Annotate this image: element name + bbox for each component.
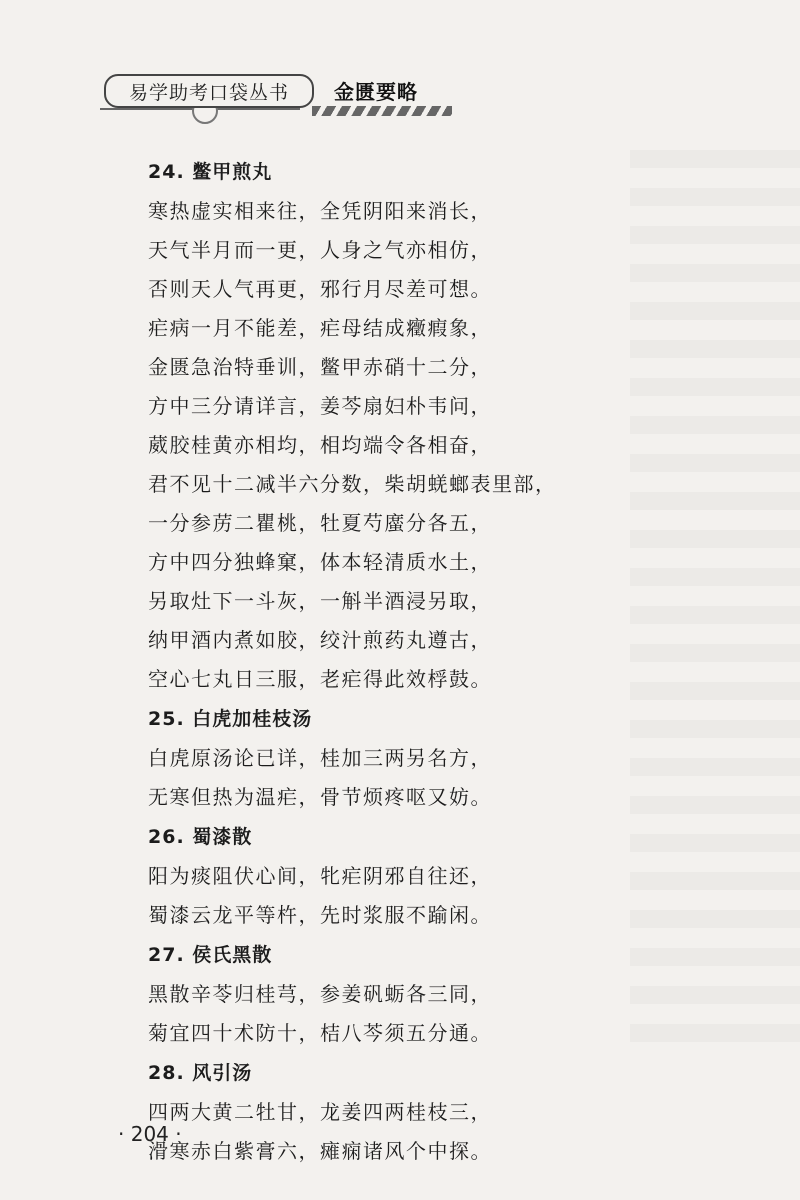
verse-line: 空心七丸日三服，老疟得此效桴鼓。 bbox=[148, 667, 492, 691]
page-header bbox=[100, 68, 480, 120]
page-content bbox=[148, 152, 748, 1171]
verse-line: 纳甲酒内煮如胶，绞汁煎药丸遵古， bbox=[148, 628, 492, 652]
verse-line: 菊宜四十术防十，桔八芩须五分通。 bbox=[148, 1021, 492, 1045]
verse-line: 否则天人气再更，邪行月尽差可想。 bbox=[148, 277, 492, 301]
verse-line: 寒热虚实相来往，全凭阴阳来消长， bbox=[148, 199, 492, 223]
book-title: 金匮要略 bbox=[334, 80, 418, 104]
section-title: 27. 侯氏黑散 bbox=[148, 944, 273, 966]
verse-line: 疟病一月不能差，疟母结成癥瘕象， bbox=[148, 316, 492, 340]
section-title: 26. 蜀漆散 bbox=[148, 826, 253, 848]
verse-line: 天气半月而一更，人身之气亦相仿， bbox=[148, 238, 492, 262]
verse-line: 方中三分请详言，姜芩扇妇朴韦问， bbox=[148, 394, 492, 418]
verse-line: 滑寒赤白紫膏六，瘫痫诸风个中探。 bbox=[148, 1139, 492, 1163]
verse-line: 无寒但热为温疟，骨节烦疼呕又妨。 bbox=[148, 785, 492, 809]
section-title: 24. 鳖甲煎丸 bbox=[148, 161, 273, 183]
verse-line: 金匮急治特垂训，鳖甲赤硝十二分， bbox=[148, 355, 492, 379]
verse-line: 君不见十二减半六分数，柴胡蜣螂表里部， bbox=[148, 472, 557, 496]
series-label: 易学助考口袋丛书 bbox=[104, 74, 314, 108]
verse-line: 一分参苈二瞿桃，牡夏芍䗪分各五， bbox=[148, 511, 492, 535]
verse-line: 蜀漆云龙平等杵，先时浆服不踰闲。 bbox=[148, 903, 492, 927]
verse-line: 阳为痰阻伏心间，牝疟阴邪自往还， bbox=[148, 864, 492, 888]
section-title: 28. 风引汤 bbox=[148, 1062, 253, 1084]
verse-line: 葳胶桂黄亦相均，相均端令各相奋， bbox=[148, 433, 492, 457]
stripe-ornament bbox=[312, 106, 452, 116]
section-title: 25. 白虎加桂枝汤 bbox=[148, 708, 313, 730]
verse-line: 白虎原汤论已详，桂加三两另名方， bbox=[148, 746, 492, 770]
page-number: · 204 · bbox=[118, 1122, 182, 1146]
verse-line: 方中四分独蜂窠，体本轻清质水土， bbox=[148, 550, 492, 574]
verse-line: 四两大黄二牡甘，龙姜四两桂枝三， bbox=[148, 1100, 492, 1124]
verse-line: 另取灶下一斗灰，一斛半酒浸另取， bbox=[148, 589, 492, 613]
verse-line: 黑散辛苓归桂芎，参姜矾蛎各三同， bbox=[148, 982, 492, 1006]
